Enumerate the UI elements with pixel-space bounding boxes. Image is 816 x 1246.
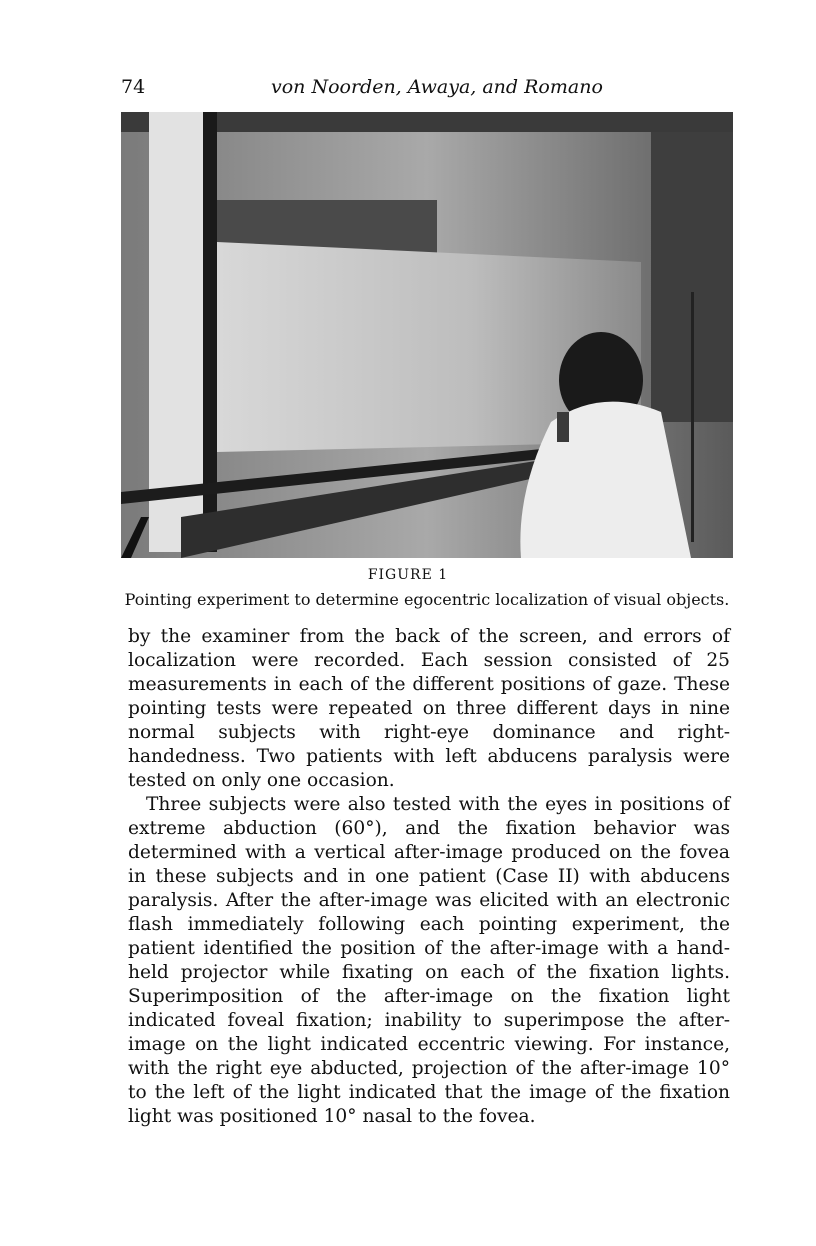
running-head: von Noorden, Awaya, and Romano bbox=[271, 76, 603, 98]
body-text bbox=[128, 625, 730, 1129]
figure-label: FIGURE 1 bbox=[367, 567, 449, 583]
figure-photo bbox=[121, 112, 733, 558]
page-number: 74 bbox=[121, 76, 146, 98]
paragraph: by the examiner from the back of the screen, and errors of localization were recorded. Each session consisted of 25 measurements in each of the different positions of gaze. These pointing tests were repeated on three different days in nine normal subjects with right-eye dominance and right-handedness. Two patients with left abducens paralysis were tested on only one occasion. bbox=[128, 626, 730, 791]
page-header bbox=[121, 74, 731, 100]
figure-caption: Pointing experiment to determine egocentric localization of visual objects. bbox=[124, 590, 730, 609]
paragraph: Three subjects were also tested with the eyes in positions of extreme abduction (60°), and the fixation behavior was determined with a vertical after-image produced on the fovea in these subjects and in one patient (Case II) with abducens paralysis. After the after-image was elicited with an electronic flash immediately following each pointing experiment, the patient identified the position of the after-image with a hand-held projector while fixating on each of the fixation lights. Superimposition of the after-image on the fixation light indicated foveal fixation; inability to superimpose the after-image on the light indicated eccentric viewing. For instance, with the right eye abducted, projection of the after-image 10° to the left of the light indicated that the image of the fixation light was positioned 10° nasal to the fovea. bbox=[128, 794, 730, 1127]
